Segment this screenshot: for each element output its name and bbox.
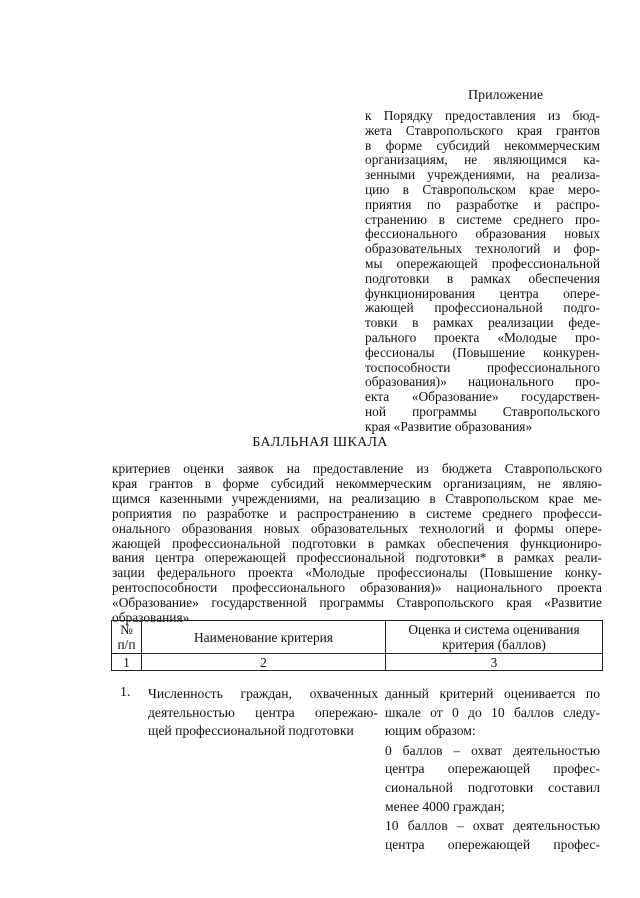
appendix-line: образования)» национального про- — [365, 374, 600, 390]
scoring-paragraph — [385, 817, 600, 854]
criterion-name — [148, 685, 378, 741]
appendix-line: функционирования центра опере- — [365, 285, 600, 301]
criteria-table — [111, 620, 603, 671]
criterion-number: 1. — [120, 685, 131, 700]
appendix-line: в форме субсидий некоммерческим — [365, 137, 600, 153]
scoring-line: ющим образом: — [385, 723, 476, 739]
subtitle-line: роприятия по разработке и распространению в системе среднего професси- — [112, 505, 602, 521]
subtitle-line: онального образования новых образовательных технологий и формы опере- — [112, 520, 602, 536]
header-number-cell — [112, 621, 142, 654]
header-criterion-name: Наименование критерия — [142, 621, 386, 654]
criterion-name-line: щей профессиональной подготовки — [148, 723, 354, 739]
header-number-line2: п/п — [117, 637, 136, 652]
appendix-line: ной программы Ставропольского — [365, 403, 600, 419]
header-number-line1: № — [120, 622, 133, 637]
subtitle-line: рентоспособности профессионального образования)» национального проекта — [112, 580, 602, 596]
appendix-line: организациям, не являющимся ка- — [365, 152, 600, 168]
subtitle-line: зации федерального проекта «Молодые профессионалы (Повышение конку- — [112, 565, 602, 581]
subtitle-line: образования» — [112, 610, 190, 626]
criterion-name-line: деятельностью центра опережаю- — [148, 704, 378, 720]
criterion-name-line: Численность граждан, охваченных — [148, 686, 378, 701]
subtitle-line: вания центра опережающей профессиональной подготовки* в рамках реали- — [112, 550, 602, 566]
criterion-scoring — [385, 685, 600, 855]
header-scoring-line2: критерия (баллов) — [442, 637, 546, 652]
appendix-line: края «Развитие образования» — [365, 418, 533, 434]
appendix-title: Приложение — [468, 88, 544, 103]
appendix-line: товки в рамках реализации феде- — [365, 315, 600, 331]
appendix-line: фессионального образования новых — [365, 226, 600, 242]
scoring-line: данный критерий оценивается по — [385, 686, 600, 701]
subtitle-line: «Образование» государственной программы Ставропольского края «Развитие — [112, 595, 602, 611]
scoring-paragraph — [385, 742, 600, 816]
header-scoring-line1: Оценка и система оценивания — [408, 622, 580, 637]
table-header-row — [112, 621, 603, 654]
header-scoring-cell — [386, 621, 603, 654]
appendix-line: странению в системе среднего про- — [365, 211, 600, 227]
column-number-3: 3 — [386, 654, 603, 671]
scoring-line: 10 баллов – охват деятельностью — [385, 818, 600, 834]
scoring-line: шкале от 0 до 10 баллов следу- — [385, 704, 600, 720]
appendix-text — [365, 109, 600, 435]
appendix-line: фессионалы (Повышение конкурен- — [365, 344, 600, 360]
document-subtitle — [112, 462, 602, 626]
document-title: БАЛЛЬНАЯ ШКАЛА — [252, 435, 388, 450]
column-number-2: 2 — [142, 654, 386, 671]
appendix-line: жета Ставропольского края грантов — [365, 122, 600, 138]
column-number-row — [112, 654, 603, 671]
column-number-1: 1 — [112, 654, 142, 671]
subtitle-line: жающей профессиональной подготовки в рамках обеспечения функциониро- — [112, 535, 602, 551]
subtitle-line: щимся казенными учреждениями, на реализацию в Ставропольском крае ме- — [112, 490, 602, 506]
appendix-line: тоспособности профессионального — [365, 359, 600, 375]
subtitle-line: края грантов в форме субсидий некоммерческим организациям, не являю- — [112, 475, 602, 491]
appendix-line: рального проекта «Молодые про- — [365, 329, 600, 345]
appendix-line: зенными учреждениями, на реализа- — [365, 167, 600, 183]
appendix-line: приятия по разработке и распро- — [365, 196, 600, 212]
scoring-line: 0 баллов – охват деятельностью — [385, 742, 600, 758]
appendix-line: мы опережающей профессиональной — [365, 255, 600, 271]
appendix-line: екта «Образование» государствен- — [365, 389, 600, 405]
scoring-line: центра опережающей профес- — [385, 836, 600, 852]
appendix-line: образовательных технологий и фор- — [365, 241, 600, 257]
scoring-paragraph — [385, 685, 600, 741]
appendix-line: к Порядку предоставления из бюд- — [365, 108, 600, 123]
appendix-line: подготовки в рамках обеспечения — [365, 270, 600, 286]
scoring-line: центра опережающей профес- — [385, 761, 600, 777]
scoring-line: менее 4000 граждан; — [385, 798, 505, 814]
scoring-line: сиональной подготовки составил — [385, 779, 600, 795]
subtitle-line: критериев оценки заявок на предоставление из бюджета Ставропольского — [112, 461, 602, 476]
appendix-line: цию в Ставропольском крае меро- — [365, 181, 600, 197]
appendix-line: жающей профессиональной подго- — [365, 300, 600, 316]
